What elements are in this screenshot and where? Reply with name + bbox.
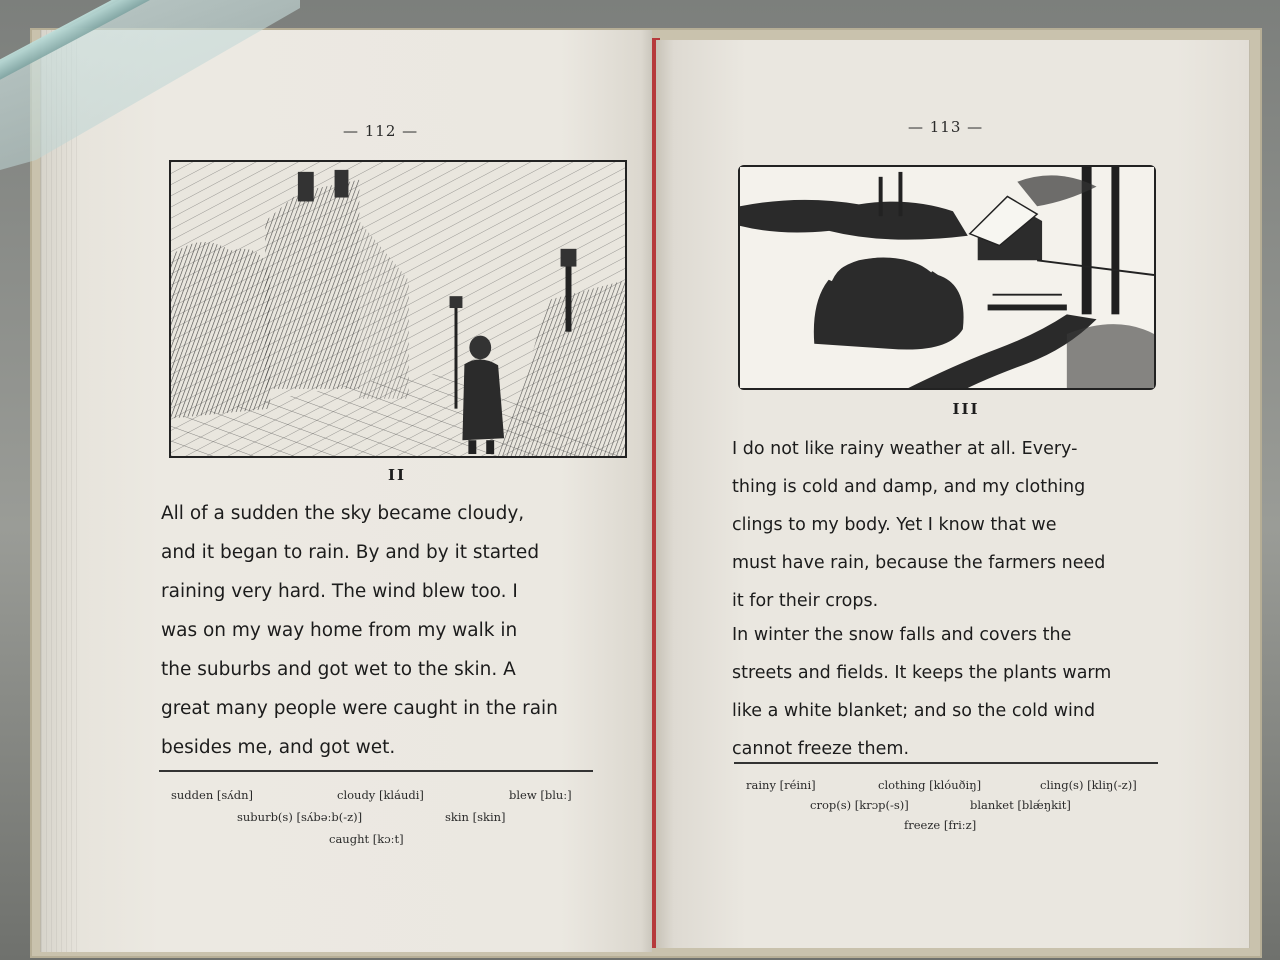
vocab-item: crop(s) [krɔp(-s)]: [810, 798, 909, 812]
vocab-item: caught [kɔːt]: [329, 832, 404, 846]
right-paragraph-1: I do not like rainy weather at all. Every- thing is cold and damp, and my clothing clings to my body. Yet I know that we must have rain, because the farmers need it for their crops.: [732, 439, 1106, 611]
vocab-item: rainy [réini]: [746, 778, 816, 792]
vocab-item: sudden [sʌ́dn]: [171, 788, 254, 802]
vocab-item: cloudy [kláudi]: [337, 788, 424, 802]
right-page-number: — 113 —: [908, 118, 984, 136]
vocab-item: suburb(s) [sʌ́bəːb(-z)]: [237, 810, 363, 824]
right-paragraph-2: In winter the snow falls and covers the streets and fields. It keeps the plants warm like a white blanket; and so the cold wind cannot freeze them.: [732, 625, 1112, 759]
vocab-item: freeze [friːz]: [904, 818, 977, 832]
left-section-numeral: II: [387, 466, 407, 484]
vocab-item: clothing [klóuðiŋ]: [878, 778, 982, 792]
right-section-numeral: III: [952, 400, 980, 418]
page-edges: [41, 30, 77, 952]
winter-landscape-illustration: [738, 165, 1156, 390]
left-paragraph: All of a sudden the sky became cloudy, and it began to rain. By and by it started raining very hard. The wind blew too. I was on my way home from my walk in the suburbs and got wet to the skin. A great many people were caught in the rain besides me, and got wet.: [161, 503, 558, 758]
rain-street-illustration: [169, 160, 627, 458]
vocab-divider: [734, 762, 1158, 764]
vocab-item: blanket [blǽŋkit]: [970, 798, 1071, 812]
winter-landscape-drawing: [740, 167, 1154, 388]
left-page-number: — 112 —: [343, 122, 419, 140]
vocab-item: cling(s) [kliŋ(-z)]: [1040, 778, 1137, 792]
vocab-item: blew [bluː]: [509, 788, 572, 802]
vocab-item: skin [skin]: [445, 810, 506, 824]
rain-street-drawing: [171, 162, 625, 456]
right-page: [656, 40, 1250, 948]
left-page: [40, 30, 652, 952]
vocab-divider: [159, 770, 593, 772]
